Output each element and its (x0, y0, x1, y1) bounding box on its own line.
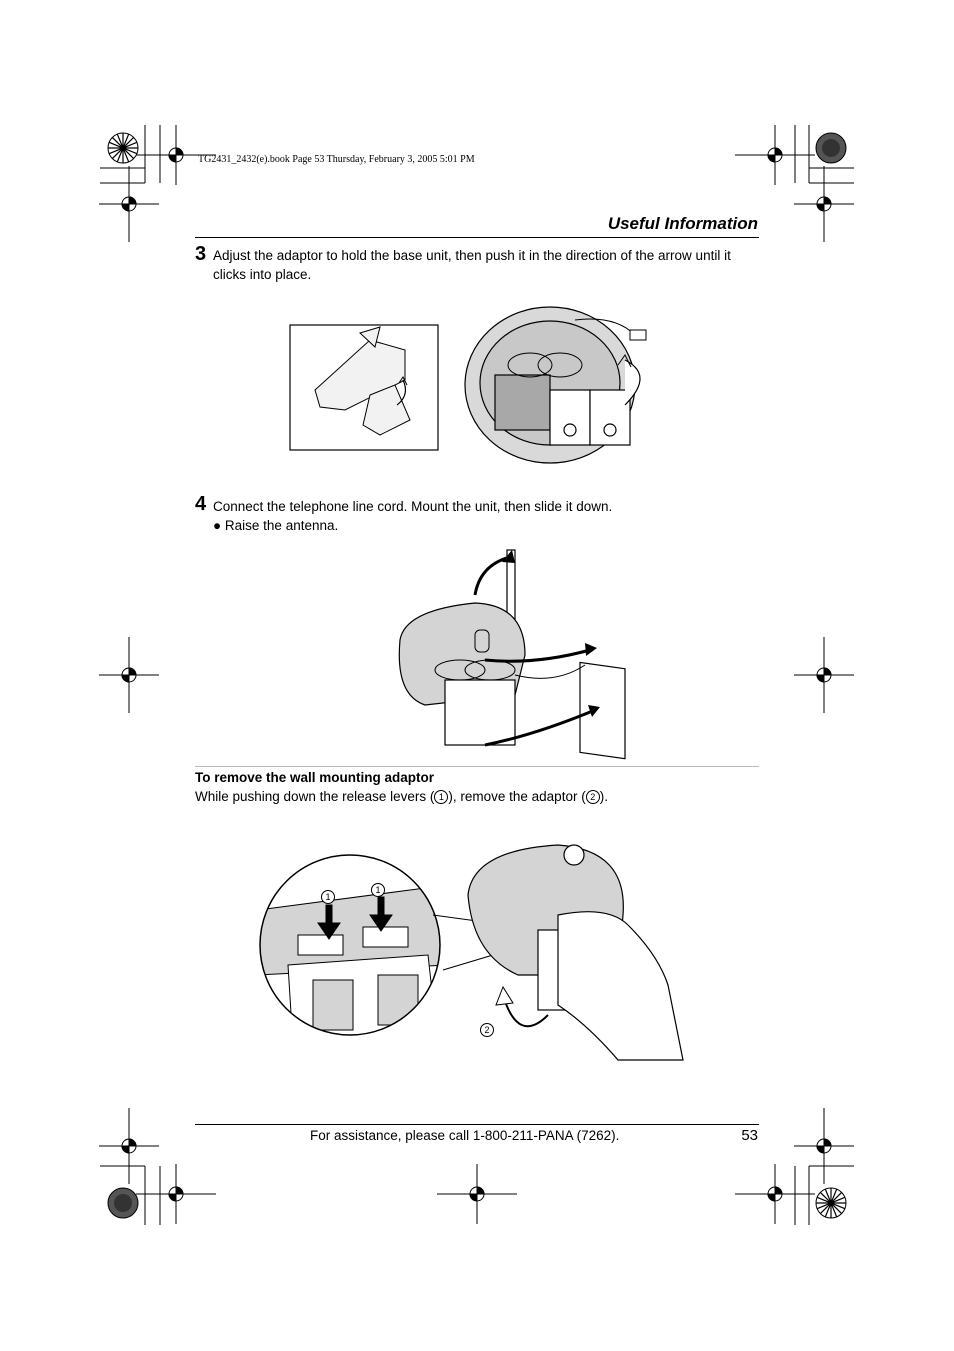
step-3-number: 3 (195, 243, 207, 265)
step-4-number: 4 (195, 493, 207, 515)
circled-marker-2: 2 (586, 790, 600, 804)
step-4-text: Connect the telephone line cord. Mount the unit, then slide it down. (213, 499, 613, 514)
figure-marker-remove: 2 (480, 1023, 494, 1037)
print-header: TG2431_2432(e).book Page 53 Thursday, February 3, 2005 5:01 PM (198, 154, 475, 165)
page-number: 53 (741, 1127, 758, 1144)
header-rule (195, 237, 759, 238)
step-3-text: Adjust the adaptor to hold the base unit, then push it in the direction of the arrow until it clicks into place. (213, 248, 731, 282)
step-4-bullet-text: Raise the antenna. (224, 518, 339, 533)
remove-heading: To remove the wall mounting adaptor (195, 770, 435, 785)
remove-text-middle: ), remove the adaptor ( (448, 789, 586, 804)
step-3-illustration (285, 295, 685, 470)
section-title: Useful Information (607, 214, 758, 233)
remove-illustration (258, 815, 688, 1065)
remove-instructions (195, 789, 608, 804)
bullet-dot: ● (213, 518, 225, 533)
remove-text-before: While pushing down the release levers ( (195, 789, 435, 804)
figure-marker-lever-left: 1 (321, 890, 335, 904)
remove-text-after: ). (599, 789, 608, 804)
step-4-illustration (385, 545, 645, 760)
footer-rule (195, 1124, 759, 1125)
figure-marker-lever-right: 1 (371, 883, 385, 897)
step-4-bullet (213, 518, 338, 533)
circled-marker-1: 1 (434, 790, 448, 804)
assistance-text: For assistance, please call 1-800-211-PANA (7262). (310, 1128, 620, 1143)
section-divider (195, 766, 759, 767)
